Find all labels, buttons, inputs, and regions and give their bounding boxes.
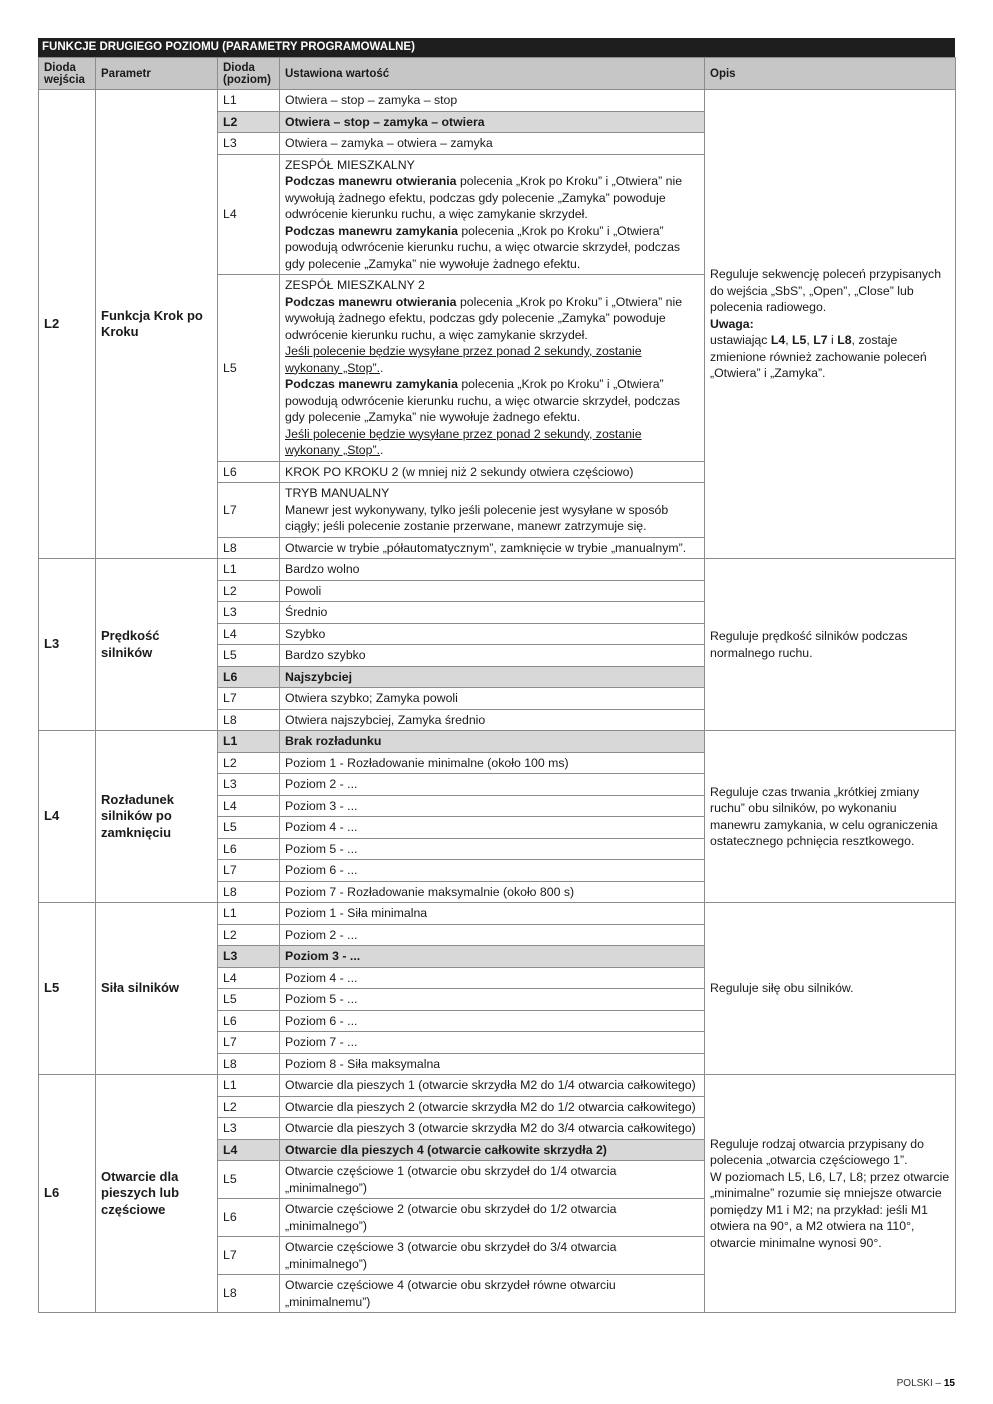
value-cell: Otwarcie dla pieszych 4 (otwarcie całkowite skrzydła 2) xyxy=(280,1139,705,1161)
value-cell: Otwarcie dla pieszych 2 (otwarcie skrzydła M2 do 1/2 otwarcia całkowitego) xyxy=(280,1096,705,1118)
value-cell: Otwiera najszybciej, Zamyka średnio xyxy=(280,709,705,731)
level-led: L8 xyxy=(218,1053,280,1075)
note-led: L7 xyxy=(813,333,828,348)
value-cell: Otwarcie częściowe 1 (otwarcie obu skrzydeł do 1/4 otwarcia „minimalnego”) xyxy=(280,1161,705,1199)
value-text: Manewr jest wykonywany, tylko jeśli polecenie jest wysyłane w sposób ciągły; jeśli polecenie zostanie przerwane, manewr zatrzymuje się. xyxy=(285,502,669,533)
value-text: polecenia „Krok po Kroku” i „Otwiera” powodują odwrócenie kierunku ruchu, a więc otwarcie skrzydeł, podczas gdy polecenie „Zamyka” nie wywołuje żadnego efektu. xyxy=(285,223,681,271)
level-led: L3 xyxy=(218,946,280,968)
group-parameter: Rozładunek silników po zamknięciu xyxy=(96,731,218,903)
value-cell: Poziom 4 - ... xyxy=(280,967,705,989)
emphasis: Podczas manewru otwierania xyxy=(285,294,457,309)
value-cell: Otwarcie dla pieszych 1 (otwarcie skrzydła M2 do 1/4 otwarcia całkowitego) xyxy=(280,1075,705,1097)
value-cell: Otwarcie częściowe 4 (otwarcie obu skrzydeł równe otwarciu „minimalnemu”) xyxy=(280,1275,705,1313)
level-led: L8 xyxy=(218,709,280,731)
value-cell: Otwiera szybko; Zamyka powoli xyxy=(280,688,705,710)
group-description xyxy=(705,1075,956,1313)
header-description: Opis xyxy=(705,58,956,90)
value-cell: Otwarcie częściowe 2 (otwarcie obu skrzydeł do 1/2 otwarcia „minimalnego”) xyxy=(280,1199,705,1237)
value-cell: Brak rozładunku xyxy=(280,731,705,753)
emphasis: Podczas manewru otwierania xyxy=(285,174,457,188)
level-led: L7 xyxy=(218,483,280,538)
value-cell xyxy=(280,483,705,538)
note-text: ustawiając xyxy=(710,333,771,348)
note-text: , zostaje zmienione również zachowanie poleceń „Otwiera” i „Zamyka”. xyxy=(710,333,927,381)
value-cell: Bardzo wolno xyxy=(280,559,705,581)
value-cell: Poziom 1 - Siła minimalna xyxy=(280,903,705,925)
value-cell: Poziom 3 - ... xyxy=(280,946,705,968)
level-led: L7 xyxy=(218,860,280,882)
value-cell: Poziom 1 - Rozładowanie minimalne (około 100 ms) xyxy=(280,752,705,774)
value-cell: Otwarcie częściowe 3 (otwarcie obu skrzydeł do 3/4 otwarcia „minimalnego”) xyxy=(280,1237,705,1275)
level-led: L1 xyxy=(218,903,280,925)
level-led: L4 xyxy=(218,1139,280,1161)
group-parameter: Siła silników xyxy=(96,903,218,1075)
description-text: W poziomach L5, L6, L7, L8; przez otwarcie „minimalne” rozumie się mniejsze otwarcie pomiędzy M1 i M2; na przykład: jeśli M1 otwiera na 90°, a M2 otwiera na 110°, otwarcie minimalne wynosi 90°. xyxy=(710,1169,950,1250)
value-cell: Szybko xyxy=(280,623,705,645)
group-description: Reguluje czas trwania „krótkiej zmiany ruchu” obu silników, po wykonaniu manewru zamykania, w celu ograniczenia ostatecznego pchnięcia resztkowego. xyxy=(705,731,956,903)
level-led: L3 xyxy=(218,133,280,155)
level-led: L2 xyxy=(218,924,280,946)
underlined-note: Jeśli polecenie będzie wysyłane przez ponad 2 sekundy, zostanie wykonany „Stop”. xyxy=(285,426,642,457)
level-led: L1 xyxy=(218,559,280,581)
level-led: L3 xyxy=(218,602,280,624)
level-led: L6 xyxy=(218,1199,280,1237)
group-parameter: Funkcja Krok po Kroku xyxy=(96,90,218,559)
value-cell xyxy=(280,154,705,275)
level-led: L2 xyxy=(218,580,280,602)
level-led: L8 xyxy=(218,881,280,903)
level-led: L5 xyxy=(218,989,280,1011)
emphasis: Podczas manewru zamykania xyxy=(285,377,458,391)
note-led: L5 xyxy=(792,333,807,348)
mode-heading: ZESPÓŁ MIESZKALNY xyxy=(285,157,415,172)
group-input-led: L6 xyxy=(39,1075,96,1313)
note-label: Uwaga: xyxy=(710,316,754,331)
note-separator: , xyxy=(806,333,814,348)
value-cell: Otwarcie dla pieszych 3 (otwarcie skrzydła M2 do 3/4 otwarcia całkowitego) xyxy=(280,1118,705,1140)
group-description: Reguluje siłę obu silników. xyxy=(705,903,956,1075)
group-parameter: Prędkość silników xyxy=(96,559,218,731)
table-row xyxy=(39,1075,956,1097)
table-title: FUNKCJE DRUGIEGO POZIOMU (PARAMETRY PROGRAMOWALNE) xyxy=(38,38,955,57)
value-cell: Otwarcie w trybie „półautomatycznym”, zamknięcie w trybie „manualnym”. xyxy=(280,537,705,559)
level-led: L5 xyxy=(218,1161,280,1199)
header-input-led: Dioda wejścia xyxy=(39,58,96,90)
parameters-sheet xyxy=(38,38,955,1313)
parameters-table xyxy=(38,57,956,1313)
level-led: L8 xyxy=(218,537,280,559)
value-text: polecenia „Krok po Kroku” i „Otwiera” powodują odwrócenie kierunku ruchu, a więc otwarcie skrzydeł, podczas gdy polecenie „Zamyka” nie wywołuje żadnego efektu. xyxy=(285,377,681,424)
level-led: L6 xyxy=(218,838,280,860)
level-led: L6 xyxy=(218,461,280,483)
level-led: L4 xyxy=(218,967,280,989)
level-led: L2 xyxy=(218,752,280,774)
group-input-led: L5 xyxy=(39,903,96,1075)
group-input-led: L4 xyxy=(39,731,96,903)
table-row xyxy=(39,559,956,581)
level-led: L3 xyxy=(218,774,280,796)
table-row xyxy=(39,731,956,753)
value-cell: Poziom 8 - Siła maksymalna xyxy=(280,1053,705,1075)
group-parameter: Otwarcie dla pieszych lub częściowe xyxy=(96,1075,218,1313)
note-led: L8 xyxy=(837,333,852,348)
header-parameter: Parametr xyxy=(96,58,218,90)
header-row xyxy=(39,58,956,90)
note-led: L4 xyxy=(770,333,786,348)
level-led: L3 xyxy=(218,1118,280,1140)
level-led: L2 xyxy=(218,111,280,133)
value-text: polecenia „Krok po Kroku” i „Otwiera” nie wywołują żadnego efektu, podczas gdy polecenie „Zamyka” powoduje odwrócenie kierunku ruchu, a więc zamykanie skrzydeł. xyxy=(285,174,683,221)
level-led: L7 xyxy=(218,688,280,710)
table-row xyxy=(39,903,956,925)
header-value: Ustawiona wartość xyxy=(280,58,705,90)
description-text: Reguluje sekwencję poleceń przypisanych do wejścia „SbS”, „Open”, „Close” lub polecenia radiowego. xyxy=(710,267,942,315)
value-cell: Średnio xyxy=(280,602,705,624)
level-led: L2 xyxy=(218,1096,280,1118)
header-level-led: Dioda (poziom) xyxy=(218,58,280,90)
value-cell: Bardzo szybko xyxy=(280,645,705,667)
value-text: polecenia „Krok po Kroku” i „Otwiera” nie wywołują żadnego efektu, podczas gdy polecenie „Zamyka” powoduje odwrócenie kierunku ruchu, a więc zamykanie skrzydeł. xyxy=(285,294,683,342)
value-cell: KROK PO KROKU 2 (w mniej niż 2 sekundy otwiera częściowo) xyxy=(280,461,705,483)
value-cell: Otwiera – stop – zamyka – stop xyxy=(280,90,705,112)
value-text: . xyxy=(380,443,384,457)
underlined-note: Jeśli polecenie będzie wysyłane przez ponad 2 sekundy, zostanie wykonany „Stop”. xyxy=(285,344,642,375)
level-led: L8 xyxy=(218,1275,280,1313)
level-led: L5 xyxy=(218,817,280,839)
level-led: L7 xyxy=(218,1032,280,1054)
value-cell: Poziom 7 - Rozładowanie maksymalnie (około 800 s) xyxy=(280,881,705,903)
emphasis: Podczas manewru zamykania xyxy=(285,223,458,238)
mode-heading: ZESPÓŁ MIESZKALNY 2 xyxy=(285,278,425,292)
value-cell: Poziom 6 - ... xyxy=(280,860,705,882)
value-cell: Poziom 5 - ... xyxy=(280,989,705,1011)
value-cell xyxy=(280,275,705,462)
level-led: L4 xyxy=(218,154,280,275)
level-led: L4 xyxy=(218,795,280,817)
page-footer xyxy=(897,1378,955,1389)
mode-heading: TRYB MANUALNY xyxy=(285,486,390,500)
value-text: . xyxy=(380,360,384,375)
level-led: L1 xyxy=(218,731,280,753)
footer-language: POLSKI – xyxy=(896,1378,944,1389)
level-led: L4 xyxy=(218,623,280,645)
group-input-led: L3 xyxy=(39,559,96,731)
level-led: L1 xyxy=(218,90,280,112)
value-cell: Poziom 2 - ... xyxy=(280,774,705,796)
note-separator: , xyxy=(785,333,793,348)
group-input-led: L2 xyxy=(39,90,96,559)
table-row xyxy=(39,90,956,112)
value-cell: Najszybciej xyxy=(280,666,705,688)
value-cell: Poziom 4 - ... xyxy=(280,817,705,839)
value-cell: Poziom 7 - ... xyxy=(280,1032,705,1054)
level-led: L5 xyxy=(218,645,280,667)
group-description: Reguluje prędkość silników podczas normalnego ruchu. xyxy=(705,559,956,731)
value-cell: Poziom 6 - ... xyxy=(280,1010,705,1032)
description-text: Reguluje rodzaj otwarcia przypisany do polecenia „otwarcia częściowego 1”. xyxy=(710,1136,924,1168)
value-cell: Otwiera – stop – zamyka – otwiera xyxy=(280,111,705,133)
level-led: L6 xyxy=(218,1010,280,1032)
value-cell: Poziom 3 - ... xyxy=(280,795,705,817)
group-description xyxy=(705,90,956,559)
value-cell: Poziom 5 - ... xyxy=(280,838,705,860)
value-cell: Poziom 2 - ... xyxy=(280,924,705,946)
level-led: L5 xyxy=(218,275,280,462)
level-led: L6 xyxy=(218,666,280,688)
note-separator: i xyxy=(827,333,838,348)
page-number: 15 xyxy=(943,1378,955,1389)
level-led: L1 xyxy=(218,1075,280,1097)
value-cell: Otwiera – zamyka – otwiera – zamyka xyxy=(280,133,705,155)
value-cell: Powoli xyxy=(280,580,705,602)
level-led: L7 xyxy=(218,1237,280,1275)
